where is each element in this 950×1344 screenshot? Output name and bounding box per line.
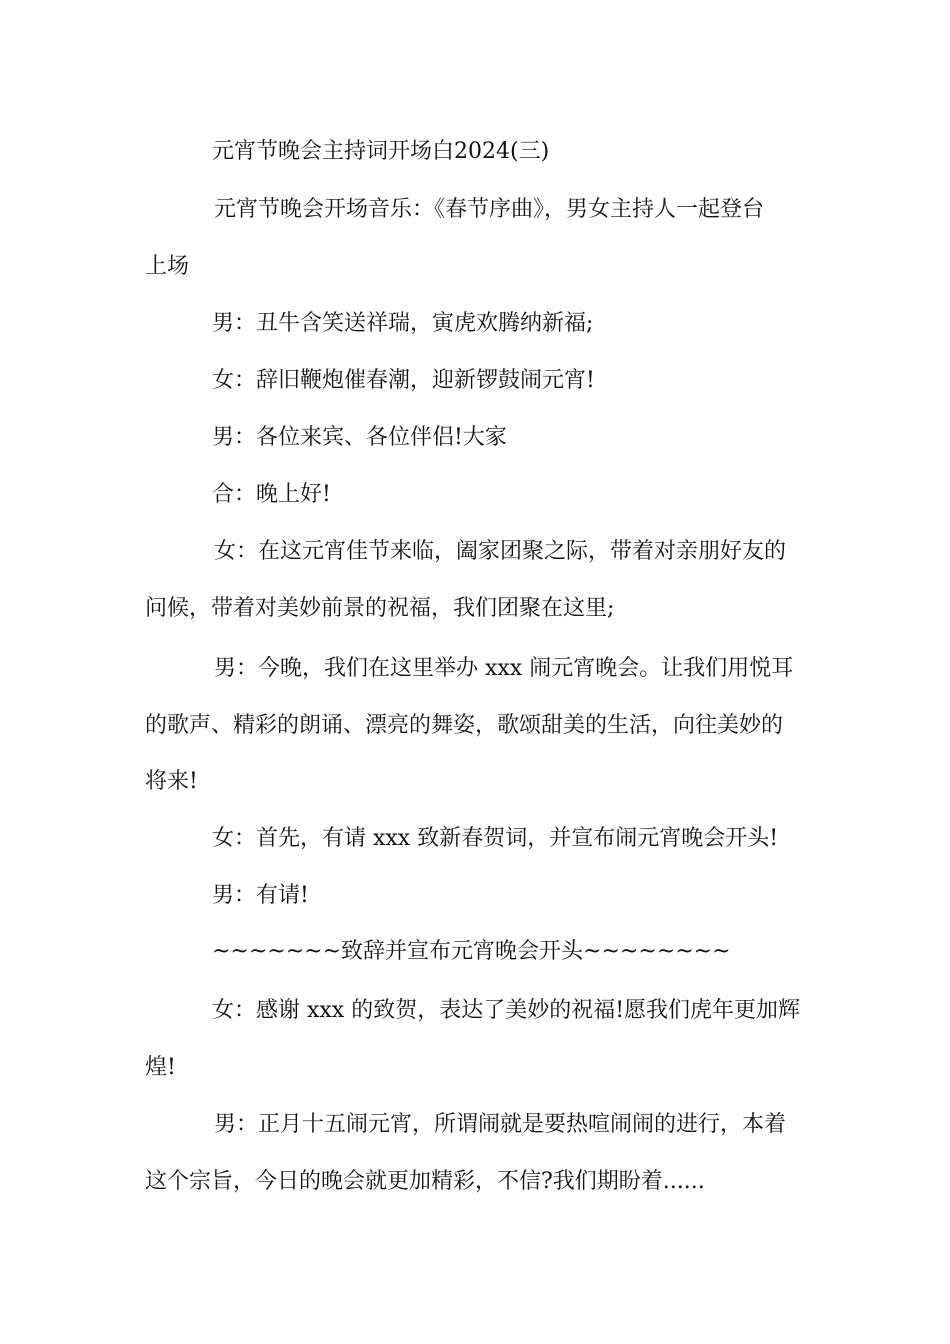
paragraph-line: ~~~~~~~致辞并宣布元宵晚会开头~~~~~~~~ bbox=[212, 939, 731, 964]
paragraph-line: 女：在这元宵佳节来临，阖家团聚之际，带着对亲朋好友的 bbox=[214, 539, 787, 564]
paragraph-line: 女：辞旧鞭炮催春潮，迎新锣鼓闹元宵! bbox=[212, 368, 595, 393]
paragraph-line: 的歌声、精彩的朗诵、漂亮的舞姿，歌颂甜美的生活，向往美妙的 bbox=[145, 713, 784, 738]
paragraph-line: 煌! bbox=[145, 1055, 176, 1080]
paragraph-line: 将来! bbox=[145, 769, 198, 794]
paragraph-line: 上场 bbox=[145, 254, 190, 279]
paragraph-line: 女：感谢 xxx 的致贺，表达了美妙的祝福!愿我们虎年更加辉 bbox=[212, 998, 801, 1023]
paragraph-line: 男：各位来宾、各位伴侣!大家 bbox=[212, 425, 507, 450]
paragraph-line: 男：有请! bbox=[212, 883, 309, 908]
paragraph-line: 男：丑牛含笑送祥瑞，寅虎欢腾纳新福; bbox=[212, 311, 594, 336]
paragraph-line: 这个宗旨，今日的晚会就更加精彩，不信?我们期盼着...... bbox=[145, 1169, 705, 1194]
paragraph-line: 合：晚上好! bbox=[212, 482, 331, 507]
document-title: 元宵节晚会主持词开场白2024(三) bbox=[212, 139, 550, 164]
paragraph-line: 问候，带着对美妙前景的祝福，我们团聚在这里; bbox=[145, 596, 615, 621]
paragraph-line: 女：首先，有请 xxx 致新春贺词，并宣布闹元宵晚会开头! bbox=[212, 826, 779, 851]
paragraph-line: 男：今晚，我们在这里举办 xxx 闹元宵晚会。让我们用悦耳 bbox=[214, 656, 794, 681]
paragraph-line: 男：正月十五闹元宵，所谓闹就是要热喧闹闹的进行，本着 bbox=[214, 1112, 787, 1137]
paragraph-line: 元宵节晚会开场音乐：《春节序曲》，男女主持人一起登台 bbox=[214, 197, 765, 222]
